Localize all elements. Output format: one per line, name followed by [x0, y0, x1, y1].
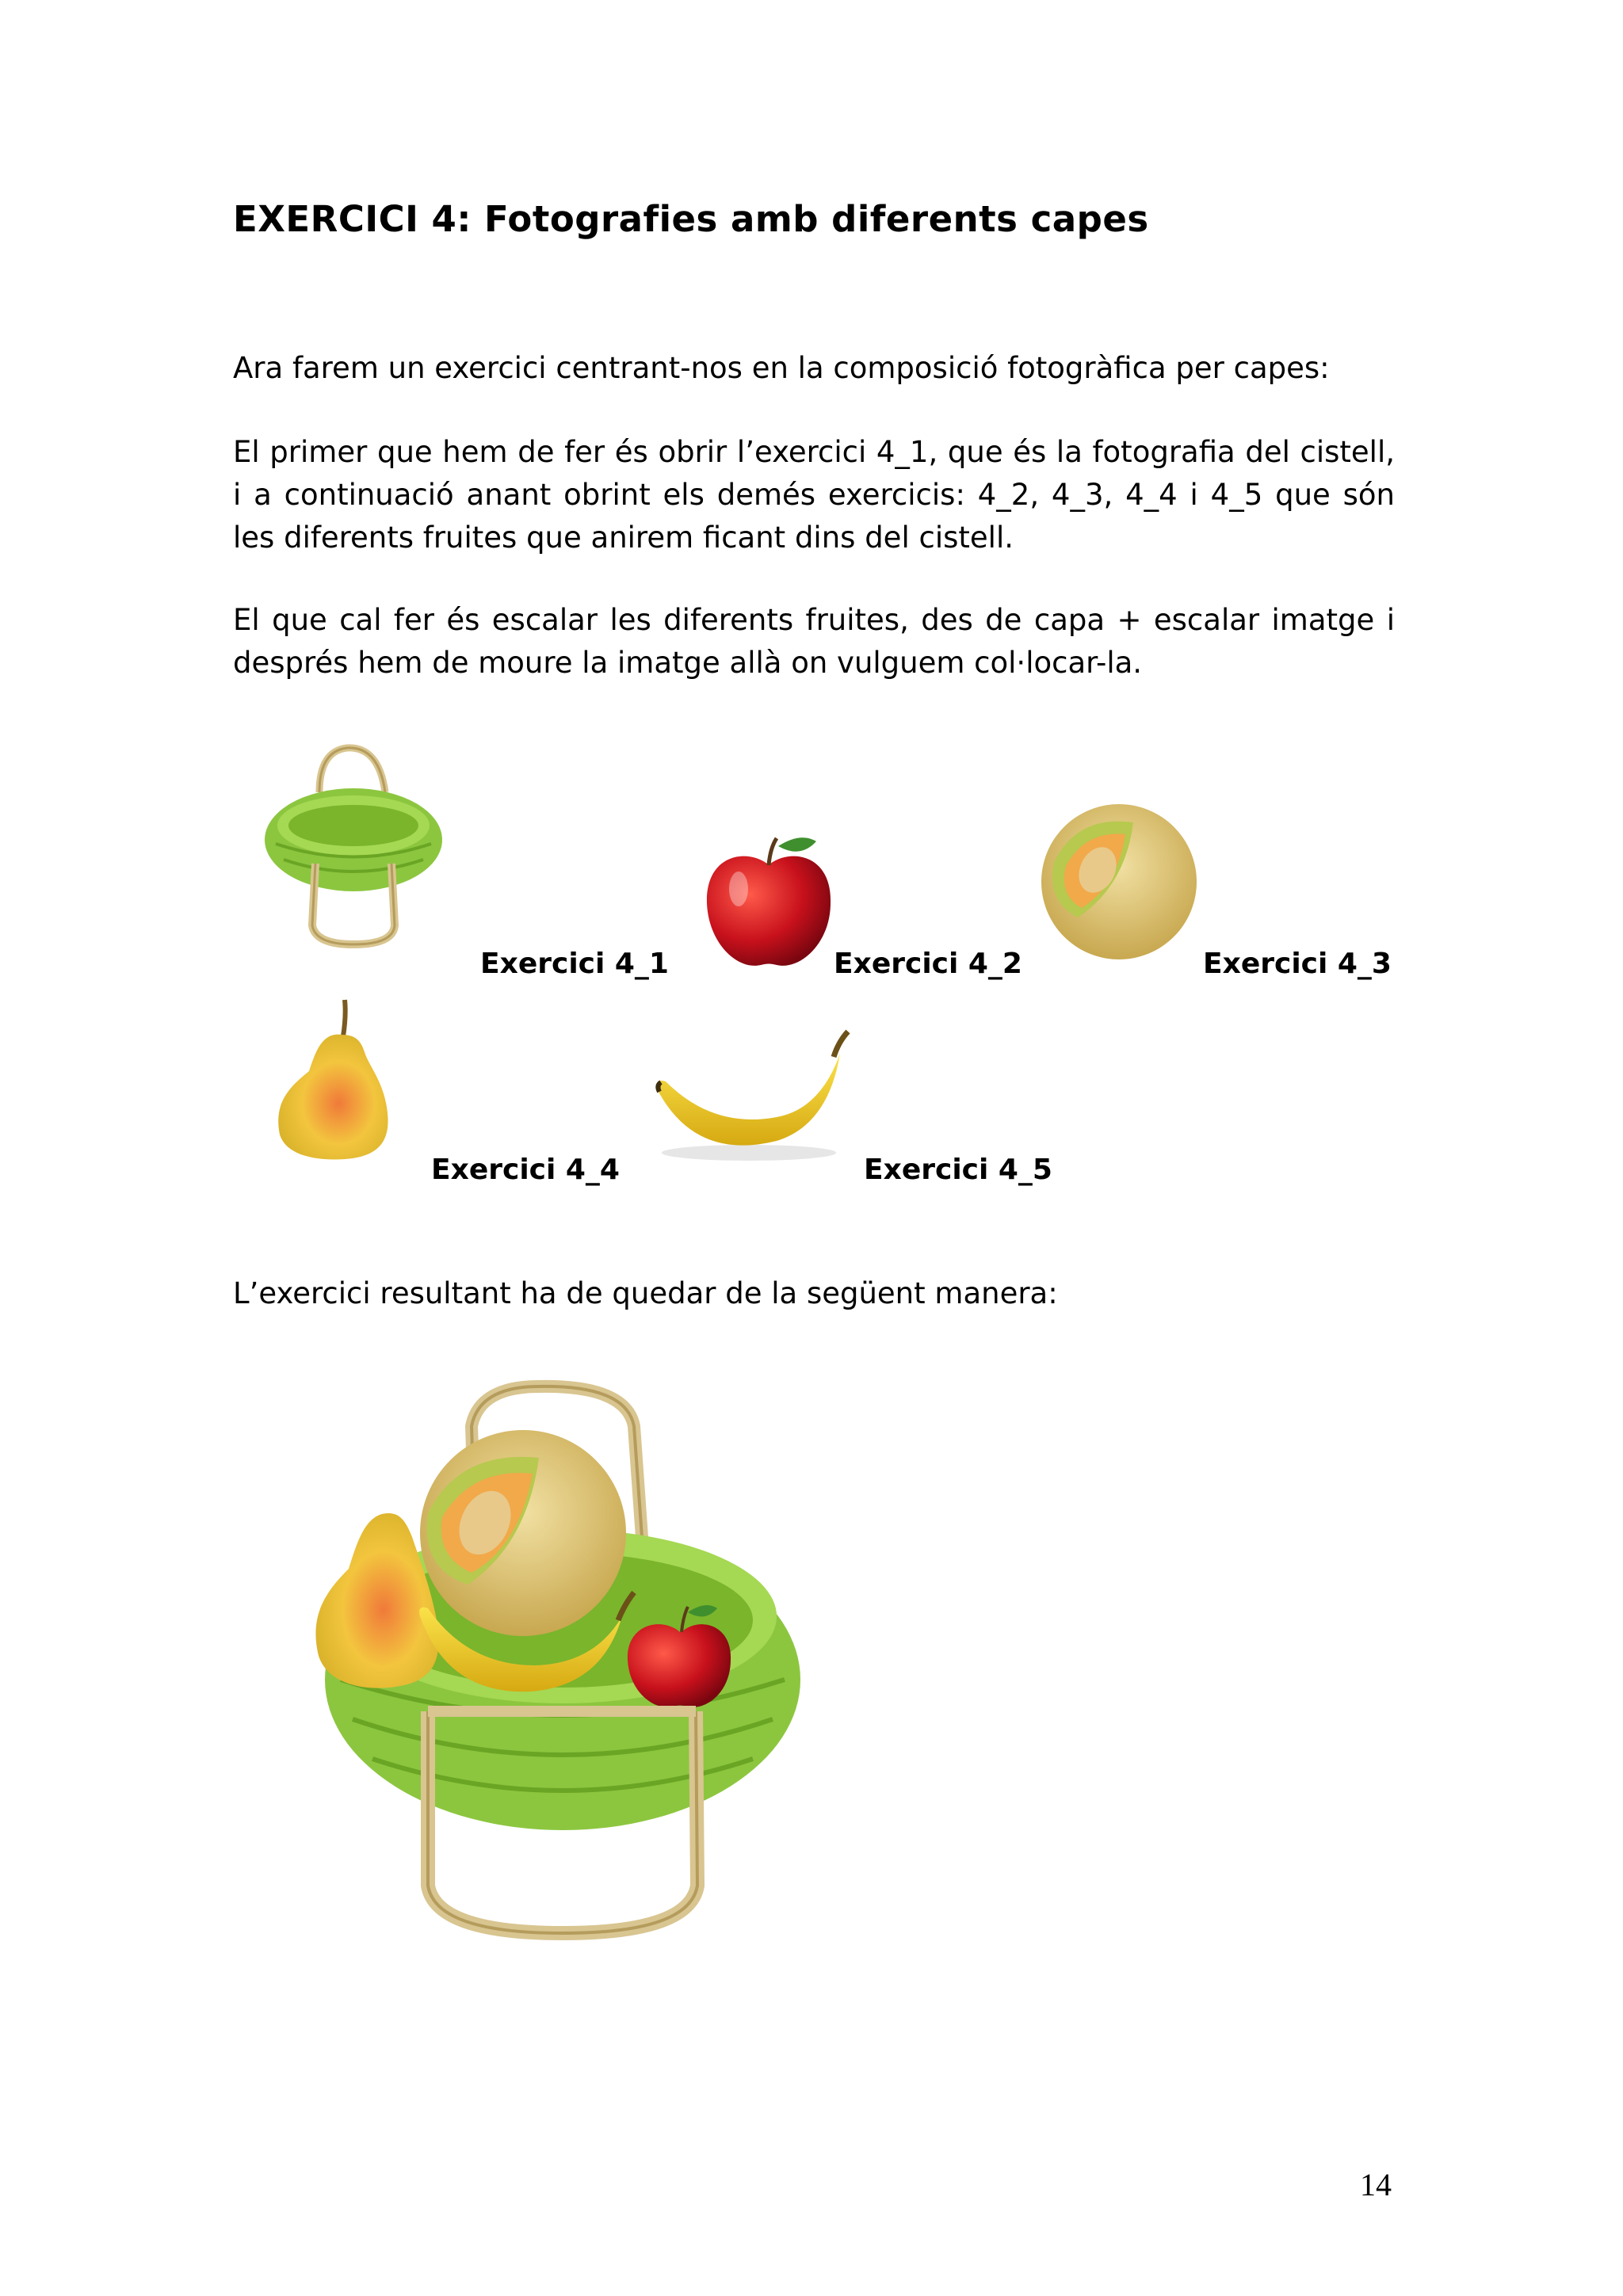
banana-icon [650, 1022, 852, 1165]
basket-icon [252, 737, 450, 959]
exercise-label-4-2: Exercici 4_2 [834, 948, 1022, 980]
pear-icon [265, 992, 404, 1166]
exercise-label-4-4: Exercici 4_4 [431, 1154, 620, 1186]
page-number: 14 [1360, 2167, 1392, 2203]
apple-icon [697, 832, 840, 978]
fruit-basket-composite [309, 1379, 816, 1949]
intro-paragraph: Ara farem un exercici centrant-nos en la composició fotogràfica per capes: [233, 351, 1330, 385]
result-paragraph: L’exercici resultant ha de quedar de la següent manera: [233, 1276, 1058, 1310]
exercise-label-4-1: Exercici 4_1 [480, 948, 669, 980]
scaling-paragraph: El que cal fer és escalar les diferents fruites, des de capa + escalar imatge i després hem de moure la imatge allà on vulguem col·locar-la. [233, 603, 1395, 680]
exercise-label-4-5: Exercici 4_5 [864, 1154, 1052, 1186]
exercise-label-4-3: Exercici 4_3 [1203, 948, 1392, 980]
melon-icon [1030, 799, 1205, 965]
instructions-paragraph: El primer que hem de fer és obrir l’exercici 4_1, que és la fotografia del cistell, i a continuació anant obrint els demés exercicis: 4_2, 4_3, 4_4 i 4_5 que són les diferents fruites que anirem ficant dins del cistell. [233, 435, 1395, 555]
page-title: EXERCICI 4: Fotografies amb diferents capes [233, 198, 1149, 240]
